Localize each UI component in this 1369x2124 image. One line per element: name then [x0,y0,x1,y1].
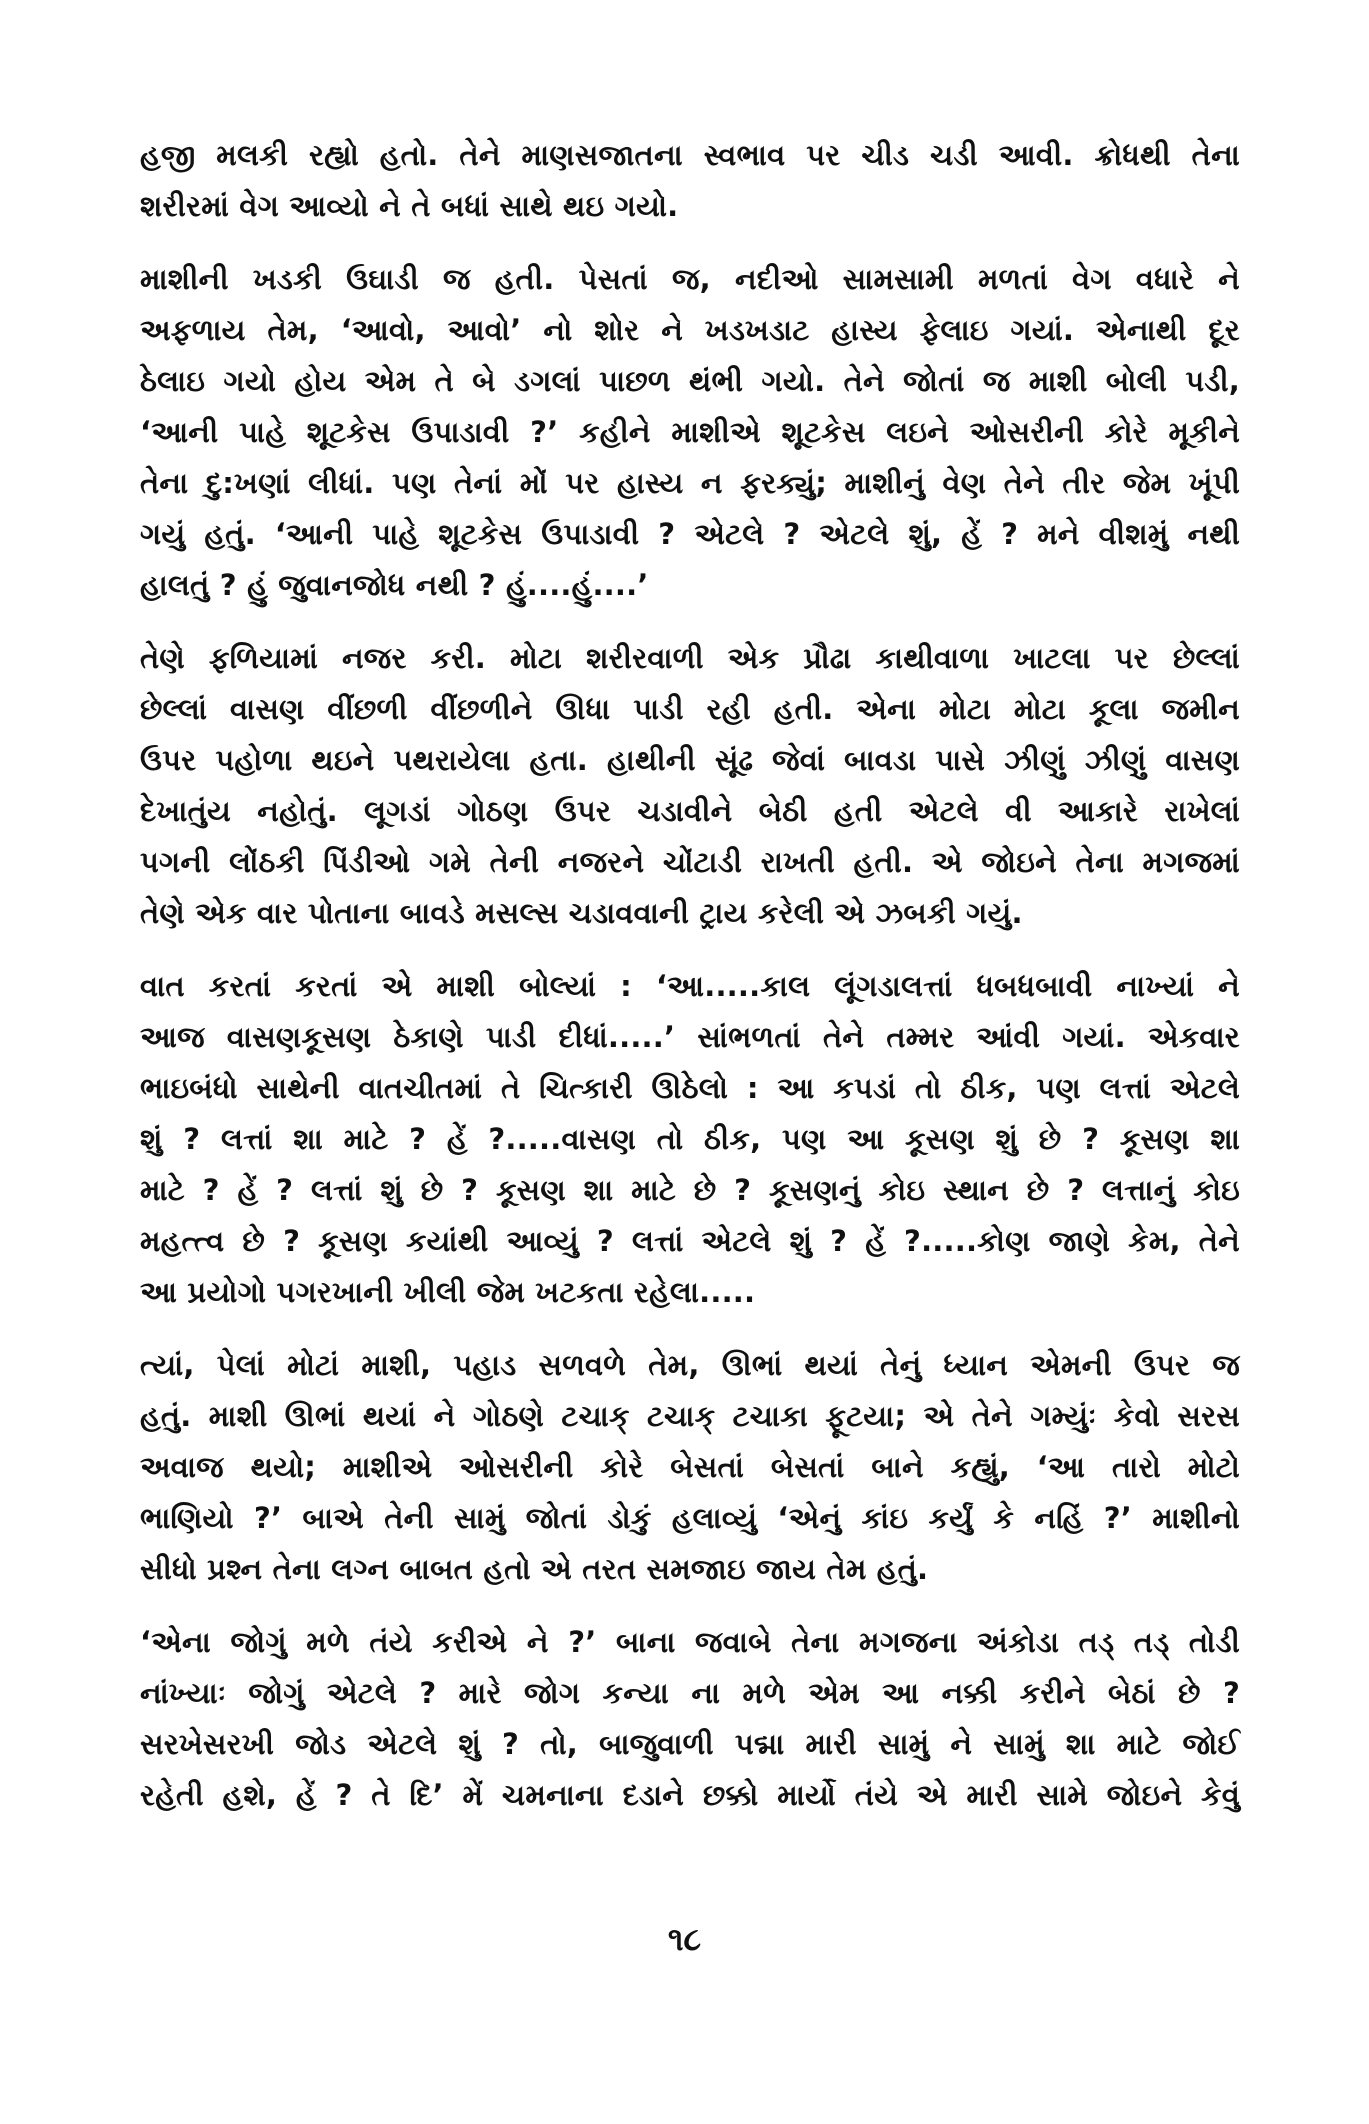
paragraph-6 [140,1617,1240,1821]
text-line: હતું. માશી ઊભાં થયાં ને ગોઠણે ટચાક્ ટચાક્ ટચાકા ફૂટયા; એ તેને ગમ્યુંઃ કેવો સરસ [140,1399,1240,1433]
text-line: હાલતું ? હું જુવાનજોધ નથી ? હું....હું....’ [140,568,649,602]
text-line: સરખેસરખી જોડ એટલે શું ? તો, બાજુવાળી પદ્મા મારી સામું ને સામું શા માટે જોઈ [140,1727,1240,1761]
text-line: પગની લોંઠકી પિંડીઓ ગમે તેની નજરને ચોંટાડી રાખતી હતી. એ જોઇને તેના મગજમાં [140,845,1240,879]
text-line: માટે ? હેં ? લત્તાં શું છે ? કૂસણ શા માટે છે ? કૂસણનું કોઇ સ્થાન છે ? લત્તાનું કોઇ [140,1173,1240,1207]
page-body [140,130,1240,1843]
text-line: શરીરમાં વેગ આવ્યો ને તે બધાં સાથે થઇ ગયો. [140,189,679,223]
text-line: મહત્ત્વ છે ? કૂસણ કયાંથી આવ્યું ? લત્તાં એટલે શું ? હેં ?.....કોણ જાણે કેમ, તેને [140,1224,1240,1258]
text-line: આજ વાસણકૂસણ ઠેકાણે પાડી દીધાં.....’ સાંભળતાં તેને તમ્મર આંવી ગયાં. એકવાર [140,1020,1240,1054]
text-line: માશીની ખડકી ઉઘાડી જ હતી. પેસતાં જ, નદીઓ સામસામી મળતાં વેગ વધારે ને [140,262,1240,296]
text-line: આ પ્રયોગો પગરખાની ખીલી જેમ ખટકતા રહેલા..... [140,1275,756,1309]
text-line: અફળાય તેમ, ‘આવો, આવો’ નો શોર ને ખડખડાટ હાસ્ય ફેલાઇ ગયાં. એનાથી દૂર [140,313,1240,347]
text-line: ઉપર પહોળા થઇને પથરાયેલા હતા. હાથીની સૂંઢ જેવાં બાવડા પાસે ઝીણું ઝીણું વાસણ [140,743,1240,777]
text-line: ત્યાં, પેલાં મોટાં માશી, પહાડ સળવળે તેમ, ઊભાં થયાં તેનું ધ્યાન એમની ઉપર જ [140,1348,1240,1382]
text-line: છેલ્લાં વાસણ વીંછળી વીંછળીને ઊધા પાડી રહી હતી. એના મોટા મોટા કૂલા જમીન [140,692,1240,726]
paragraph-1 [140,130,1240,232]
text-line: ભાણિયો ?’ બાએ તેની સામું જોતાં ડોકું હલાવ્યું ‘એનું કાંઇ કર્યું કે નહિં ?’ માશીનો [140,1501,1240,1535]
text-line: રહેતી હશે, હેં ? તે દિ’ મેં ચમનાના દડાને છક્કો માર્યો તંયે એ મારી સામે જોઇને કેવું [140,1778,1240,1812]
paragraph-2 [140,254,1240,611]
text-line: ભાઇબંધો સાથેની વાતચીતમાં તે ચિત્કારી ઊઠેલો : આ કપડાં તો ઠીક, પણ લત્તાં એટલે [140,1071,1240,1105]
text-line: નાંખ્યાઃ જોગું એટલે ? મારે જોગ કન્યા ના મળે એમ આ નક્કી કરીને બેઠાં છે ? [140,1676,1240,1710]
text-line: વાત કરતાં કરતાં એ માશી બોલ્યાં : ‘આ.....કાલ લૂંગડાલત્તાં ધબધબાવી નાખ્યાં ને [140,969,1240,1003]
paragraph-5 [140,1340,1240,1595]
text-line: ‘એના જોગું મળે તંયે કરીએ ને ?’ બાના જવાબે તેના મગજના અંકોડા તડ્ તડ્ તોડી [140,1625,1240,1659]
text-line: તેણે એક વાર પોતાના બાવડે મસલ્સ ચડાવવાની ટ્રાય કરેલી એ ઝબકી ગયું. [140,896,1023,930]
text-line: શું ? લત્તાં શા માટે ? હેં ?.....વાસણ તો ઠીક, પણ આ કૂસણ શું છે ? કૂસણ શા [140,1122,1240,1156]
text-line: ગયું હતું. ‘આની પાહે શૂટકેસ ઉપાડાવી ? એટલે ? એટલે શું, હેં ? મને વીશમું નથી [140,517,1240,551]
text-line: ઠેલાઇ ગયો હોય એમ તે બે ડગલાં પાછળ થંભી ગયો. તેને જોતાં જ માશી બોલી પડી, [140,364,1240,398]
paragraph-4 [140,961,1240,1318]
text-line: અવાજ થયો; માશીએ ઓસરીની કોરે બેસતાં બેસતાં બાને કહ્યું, ‘આ તારો મોટો [140,1450,1240,1484]
text-line: દેખાતુંય નહોતું. લૂગડાં ગોઠણ ઉપર ચડાવીને બેઠી હતી એટલે વી આકારે રાખેલાં [140,794,1240,828]
text-line: તેણે ફળિયામાં નજર કરી. મોટા શરીરવાળી એક પ્રૌઢા કાથીવાળા ખાટલા પર છેલ્લાં [140,641,1240,675]
paragraph-3 [140,633,1240,939]
page-number: ૧૮ [667,1920,702,1958]
text-line: તેના દુ:ખણાં લીધાં. પણ તેનાં મોં પર હાસ્ય ન ફરક્યું; માશીનું વેણ તેને તીર જેમ ખૂંપી [140,466,1240,500]
text-line: સીધો પ્રશ્ન તેના લગ્ન બાબત હતો એ તરત સમજાઇ જાય તેમ હતું. [140,1552,929,1586]
text-line: ‘આની પાહે શૂટકેસ ઉપાડાવી ?’ કહીને માશીએ શૂટકેસ લઇને ઓસરીની કોરે મૂકીને [140,415,1240,449]
text-line: હજી મલકી રહ્યો હતો. તેને માણસજાતના સ્વભાવ પર ચીડ ચડી આવી. ક્રોધથી તેના [140,138,1240,172]
